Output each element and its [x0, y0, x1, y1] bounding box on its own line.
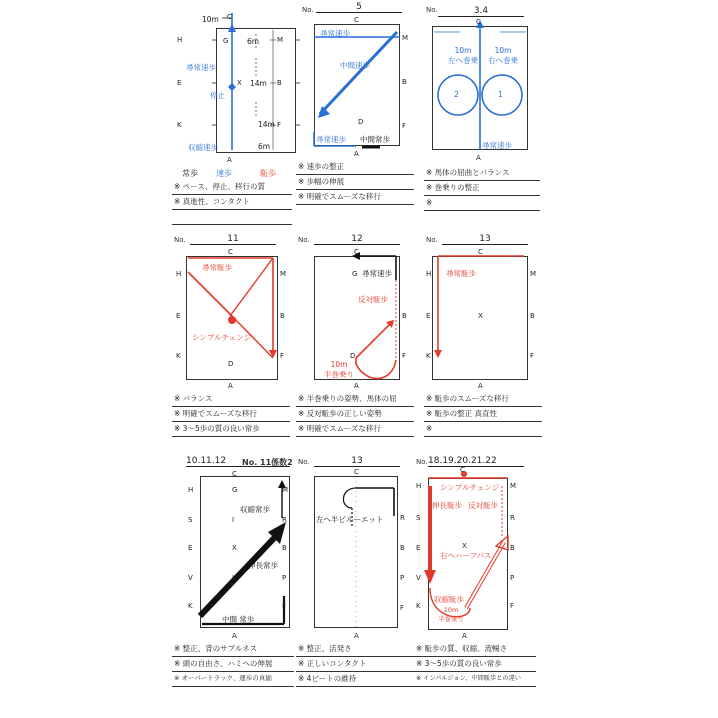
note-line: ※ 駈歩の質、収縮、流暢さ — [414, 642, 536, 657]
label-normal-trot: 尋常速歩 — [320, 29, 350, 38]
no-label: No. — [302, 6, 314, 14]
note-line: ※ 正しいコンタクト — [296, 657, 414, 672]
note-line: ※ 3～5歩の質の良い常歩 — [172, 422, 290, 437]
marker-k: K — [416, 602, 421, 610]
note-line: ※ 整正、背のサプルネス — [172, 642, 294, 657]
marker-v: V — [416, 574, 421, 582]
label-collected-trot: 収縮速歩 — [188, 143, 218, 152]
no-header-extra: No. 11係数2 — [242, 458, 293, 467]
no-label: No. — [298, 458, 310, 466]
marker-l: L — [232, 574, 236, 582]
marker-x: X — [462, 542, 467, 550]
dist-14m-mid: 14m — [250, 79, 267, 88]
marker-v: V — [188, 574, 193, 582]
marker-h: H — [177, 36, 183, 44]
note-line: ※ 頭の自由さ、ハミへの伸展 — [172, 657, 294, 672]
label-medium-trot: 中間速歩 — [340, 61, 370, 70]
label-normal-canter: 尋常駈歩 — [202, 263, 232, 272]
note-line — [172, 210, 292, 225]
marker-s: S — [416, 514, 421, 522]
marker-c: C — [227, 13, 232, 21]
marker-r: R — [282, 516, 287, 524]
marker-c: C — [476, 18, 481, 26]
marker-a: A — [354, 150, 359, 158]
marker-f: F — [402, 352, 407, 360]
marker-b: B — [402, 312, 407, 320]
note-line: ※ 巻乗りの整正 — [424, 181, 540, 196]
label-extended-walk: 伸長常歩 — [248, 561, 278, 570]
marker-m: M — [402, 34, 409, 42]
no-label: No. — [416, 458, 428, 466]
label-normal-trot: 尋常速歩 — [482, 141, 512, 150]
marker-a: A — [476, 154, 481, 162]
marker-p: P — [282, 574, 287, 582]
no-value: 10.11.12 — [186, 456, 290, 467]
marker-k: K — [176, 352, 181, 360]
dist-14m-low: 14m — [258, 120, 275, 129]
label-normal-trot: 尋常速歩 — [186, 63, 216, 72]
no-label: No. — [298, 236, 310, 244]
marker-c: C — [232, 470, 237, 478]
marker-d: D — [350, 352, 356, 360]
marker-c: C — [354, 16, 359, 24]
no-label: No. — [426, 236, 438, 244]
label-simple-change: シンプルチェンジ — [192, 333, 252, 342]
marker-c: C — [478, 248, 483, 256]
marker-b: B — [400, 544, 405, 552]
marker-x: X — [232, 544, 237, 552]
label-normal-trot-bottom: 尋常速歩 — [316, 135, 346, 144]
marker-x: X — [478, 312, 483, 320]
no-value: 18.19.20.21.22 — [428, 456, 524, 467]
card-9 — [414, 456, 636, 686]
marker-m: M — [280, 270, 287, 278]
label-half-circle: 10m 半巻乗り — [438, 606, 464, 623]
card-6 — [424, 234, 646, 464]
note-line: ※ — [424, 422, 542, 437]
marker-d: D — [358, 118, 364, 126]
no-value: 12 — [314, 234, 400, 245]
marker-x: X — [237, 79, 242, 87]
label-collected-canter: 収縮駈歩 — [434, 595, 464, 604]
note-line: ※ 速歩の整正 — [296, 160, 414, 175]
label-counter-canter: 反対駈歩 — [468, 501, 498, 510]
note-line: ※ 明確でスムーズな移行 — [172, 407, 290, 422]
notes — [424, 166, 540, 211]
marker-k: K — [177, 121, 182, 129]
label-normal-trot: 尋常速歩 — [362, 269, 392, 278]
label-circle-right: 10m 右へ巻乗 — [488, 46, 518, 65]
notes — [296, 160, 414, 205]
marker-f: F — [510, 602, 515, 610]
marker-a: A — [354, 632, 359, 640]
marker-b: B — [402, 78, 407, 86]
note-line: ※ 反対駈歩の正しい姿勢 — [296, 407, 414, 422]
note-line: ※ 真進性、コンタクト — [172, 195, 292, 210]
marker-k: K — [188, 602, 193, 610]
notes — [296, 392, 414, 437]
marker-m: M — [510, 482, 517, 490]
marker-k: K — [426, 352, 431, 360]
marker-c: C — [228, 248, 233, 256]
marker-f: F — [402, 122, 407, 130]
notes — [172, 642, 294, 687]
note-line: ※ 馬体の屈曲とバランス — [424, 166, 540, 181]
notes — [172, 392, 290, 437]
marker-g: G — [352, 270, 358, 278]
note-line: ※ 4ビートの維持 — [296, 672, 414, 687]
marker-i: I — [232, 516, 235, 524]
marker-a: A — [478, 382, 483, 390]
marker-h: H — [416, 482, 422, 490]
note-line: ※ — [424, 196, 540, 211]
marker-f: F — [400, 604, 405, 612]
note-line: ※ 駈歩の整正 真直性 — [424, 407, 542, 422]
marker-e: E — [426, 312, 431, 320]
no-value: 13 — [314, 456, 400, 467]
note-line: ※ 明確でスムーズな移行 — [296, 190, 414, 205]
no-label: No. — [426, 6, 438, 14]
marker-c: C — [460, 466, 465, 474]
dist-6m-bot: 6m — [258, 142, 271, 151]
label-half-pass: 右へハーフパス — [440, 551, 492, 560]
no-label: No. — [174, 236, 186, 244]
label-circle-1: 1 — [498, 90, 503, 99]
marker-m: M — [530, 270, 537, 278]
marker-m: M — [282, 486, 289, 494]
label-circle-left: 10m 左へ巻乗 — [448, 46, 478, 65]
note-line: ※ 半巻乗りの姿勢、馬体の屈 — [296, 392, 414, 407]
marker-c: C — [354, 248, 359, 256]
note-line: ※ 駈歩のスムーズな移行 — [424, 392, 542, 407]
marker-c: C — [354, 468, 359, 476]
notes — [424, 392, 542, 437]
label-normal-canter: 尋常駈歩 — [446, 269, 476, 278]
note-line: ※ ペース、停止、移行の質 — [172, 180, 292, 195]
marker-f: F — [277, 121, 282, 129]
marker-b: B — [282, 544, 287, 552]
marker-h: H — [176, 270, 182, 278]
marker-a: A — [227, 156, 232, 164]
note-line: ※ オーバートラック、運歩の真価 — [172, 672, 294, 687]
notes — [296, 642, 414, 687]
label-medium-walk: 中間常歩 — [360, 135, 390, 144]
marker-a: A — [462, 632, 467, 640]
no-value: 5 — [316, 2, 402, 13]
notes — [414, 642, 536, 687]
marker-r: R — [510, 514, 515, 522]
marker-g: G — [232, 486, 238, 494]
label-extended-canter: 伸長駈歩 — [432, 501, 462, 510]
card-3 — [424, 6, 646, 236]
marker-e: E — [177, 79, 182, 87]
no-value: 13 — [442, 234, 528, 245]
legend-trot: 速歩 — [216, 169, 232, 178]
note-line: ※ 整正、活発さ — [296, 642, 414, 657]
marker-a: A — [354, 382, 359, 390]
label-simple-change: シンプルチェンジ — [440, 483, 500, 492]
marker-s: S — [188, 516, 193, 524]
label-collected-walk: 収縮常歩 — [240, 505, 270, 514]
no-value: 11 — [190, 234, 276, 245]
marker-b: B — [510, 544, 515, 552]
no-value: 3.4 — [438, 6, 524, 17]
marker-d: D — [228, 360, 234, 368]
marker-b: B — [277, 79, 282, 87]
legend-canter: 駈歩 — [260, 169, 276, 178]
label-circle-2: 2 — [454, 90, 459, 99]
marker-g: G — [223, 37, 229, 45]
dist-6m-top: 6m — [247, 37, 260, 46]
notes — [172, 180, 292, 225]
label-counter-canter: 反対駈歩 — [358, 295, 388, 304]
marker-b: B — [280, 312, 285, 320]
marker-a: A — [232, 632, 237, 640]
marker-p: P — [400, 574, 405, 582]
note-line: ※ 歩幅の伸展 — [296, 175, 414, 190]
note-line: ※ 明確でスムーズな移行 — [296, 422, 414, 437]
note-line: ※ バランス — [172, 392, 290, 407]
label-halt: 停止 — [210, 91, 225, 100]
marker-f: F — [282, 602, 287, 610]
marker-p: P — [510, 574, 515, 582]
marker-r: R — [400, 514, 405, 522]
marker-a: A — [228, 382, 233, 390]
legend-walk: 常歩 — [182, 169, 198, 178]
marker-b: B — [530, 312, 535, 320]
marker-m: M — [277, 36, 284, 44]
label-half-circle: 10m 半巻乗り — [324, 360, 354, 379]
marker-e: E — [176, 312, 181, 320]
marker-f: F — [280, 352, 285, 360]
marker-e: E — [416, 544, 421, 552]
label-pirouette: 左へ半ピルーエット — [316, 515, 384, 524]
marker-h: H — [188, 486, 194, 494]
note-line: ※ 3～5歩の質の良い常歩 — [414, 657, 536, 672]
marker-e: E — [188, 544, 193, 552]
marker-h: H — [426, 270, 432, 278]
label-medium-walk: 中間 常歩 — [222, 615, 255, 624]
note-line: ※ インパルジョン、中間駈歩との違い — [414, 672, 536, 687]
marker-f: F — [530, 352, 535, 360]
dist-10m: 10m — [202, 15, 219, 24]
